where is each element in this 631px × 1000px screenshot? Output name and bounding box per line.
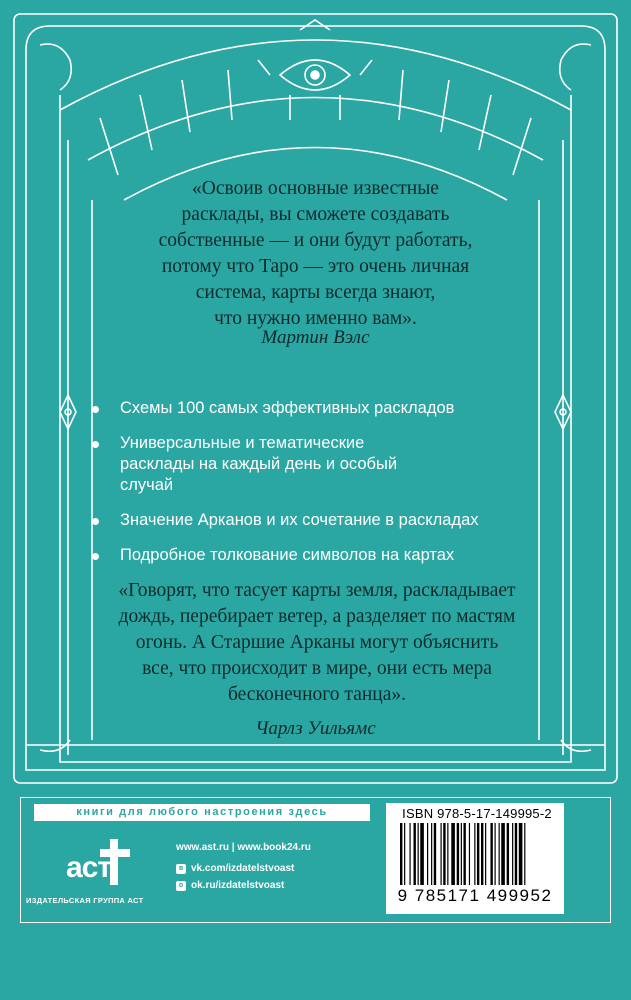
isbn-label: ISBN 978-5-17-149995-2: [402, 806, 552, 821]
quote2-line: все, что происходит в мире, они есть мера: [142, 658, 492, 679]
barcode-bar: [477, 823, 479, 885]
barcode-bar: [414, 823, 416, 885]
barcode-bar: [434, 823, 436, 885]
bullet-icon: [92, 553, 99, 560]
barcode-bar: [519, 823, 523, 885]
ok-link[interactable]: о ok.ru/izdatelstvoast: [176, 877, 311, 894]
publisher-links: [176, 839, 311, 894]
publisher-caption: ИЗДАТЕЛЬСКАЯ ГРУППА АСТ: [26, 896, 144, 905]
bullet-icon: [92, 518, 99, 525]
barcode-digits: 9 785171 499952: [397, 886, 553, 905]
barcode-bar: [515, 823, 517, 885]
barcode-bar: [451, 823, 455, 885]
ok-icon: о: [176, 881, 186, 891]
barcode-bar: [490, 823, 492, 885]
barcode-bar: [441, 823, 442, 885]
barcode-bar: [400, 823, 402, 885]
vk-icon: в: [176, 864, 186, 874]
feature-list: [92, 398, 552, 580]
quote2-author: Чарлз Уильямс: [255, 718, 376, 739]
barcode-bar: [512, 823, 513, 885]
barcode-bar: [469, 823, 470, 885]
barcode-bar: [463, 823, 465, 885]
quote-martin-wells: [100, 176, 531, 332]
bullet-icon: [92, 406, 99, 413]
feature-item: Значение Арканов и их сочетание в раскладах: [92, 510, 552, 531]
website-links[interactable]: www.ast.ru | www.book24.ru: [176, 842, 311, 853]
quote1-line: расклады, вы сможете создавать: [181, 204, 450, 225]
barcode-bar: [427, 823, 428, 885]
barcode-bars: [398, 823, 560, 887]
barcode-bar: [507, 823, 509, 885]
bullet-icon: [92, 441, 99, 448]
barcode-bar: [447, 823, 448, 885]
quote-charles-williams: [92, 578, 542, 708]
barcode-bar: [418, 823, 419, 885]
barcode-bar: [524, 823, 525, 885]
quote1-line: «Освоив основные известные: [192, 178, 439, 199]
logo-text: аст: [66, 851, 112, 884]
quote2-line: «Говорят, что тасует карты земля, раскладывает: [118, 580, 516, 601]
barcode-bar: [495, 823, 496, 885]
quote2-line: огонь. А Старшие Арканы могут объяснить: [135, 632, 499, 653]
ast-logo: [52, 835, 144, 895]
quote1-line: потому что Таро — это очень личная: [161, 256, 470, 277]
quote1-author: Мартин Вэлс: [261, 327, 370, 348]
quote1-line: система, карты всегда знают,: [195, 282, 436, 303]
feature-item: Схемы 100 самых эффективных раскладов: [92, 398, 552, 419]
feature-item: Универсальные и тематические расклады на каждый день и особый случай: [92, 433, 552, 496]
barcode-bar: [481, 823, 483, 885]
barcode-bar: [499, 823, 500, 885]
barcode-bar: [485, 823, 486, 885]
quote1-line: собственные — и они будут работать,: [158, 230, 473, 251]
barcode-bar: [461, 823, 462, 885]
barcode-bar: [474, 823, 475, 885]
vk-link[interactable]: в vk.com/izdatelstvoast: [176, 860, 311, 877]
barcode-bar: [501, 823, 505, 885]
publisher-tagline: книги для любого настроения здесь: [34, 804, 370, 821]
barcode-bar: [443, 823, 445, 885]
barcode-bar: [457, 823, 459, 885]
barcode-bar: [409, 823, 410, 885]
barcode-bar: [404, 823, 405, 885]
quote2-line: бесконечного танца».: [228, 684, 406, 705]
barcode-bar: [431, 823, 432, 885]
quote1-line: что нужно именно вам».: [214, 308, 417, 329]
barcode-bar: [420, 823, 424, 885]
quote2-line: дождь, перебирает ветер, а разделяет по мастям: [118, 606, 516, 627]
feature-item: Подробное толкование символов на картах: [92, 545, 552, 566]
